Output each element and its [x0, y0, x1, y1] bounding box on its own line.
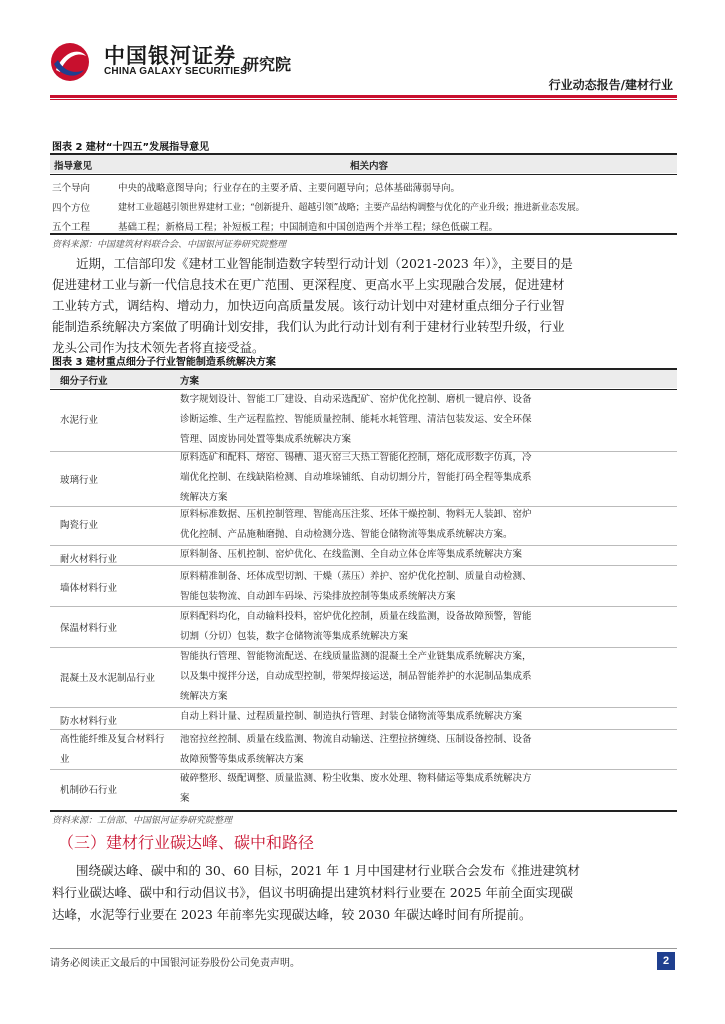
- table-row-key-line: 业: [60, 754, 70, 765]
- table-row-key: 混凝土及水泥制品行业: [60, 673, 156, 684]
- brand-name-en: CHINA GALAXY SECURITIES: [104, 66, 247, 77]
- table-row-line: 智能包装物流、自动卸车码垛、污染排放控制等集成系统解决方案: [180, 591, 456, 602]
- disclaimer: 请务必阅读正文最后的中国银河证券股份公司免责声明。: [50, 958, 300, 969]
- table-row-key: 玻璃行业: [60, 475, 99, 486]
- table2-header-value: 方案: [180, 376, 200, 387]
- paragraph-line: 能制造系统解决方案做了明确计划安排，我们认为此行动计划有利于建材行业转型升级，行业: [52, 319, 565, 334]
- table1-caption: 图表 2 建材“十四五”发展指导意见: [52, 142, 210, 153]
- table-row-key: 耐火材料行业: [60, 554, 118, 565]
- table-row-line: 端优化控制、在线缺陷检测、自动堆垛铺纸、自动切割分片，智能打码全程等集成系: [180, 472, 532, 483]
- institute-label: 研究院: [243, 55, 292, 74]
- table-row-value: 中央的战略意图导向；行业存在的主要矛盾、主要问题导向；总体基础薄弱导向。: [118, 183, 461, 194]
- table1-header-row: [50, 155, 677, 173]
- table2-source: 资料来源：工信部、中国银河证券研究院整理: [52, 816, 233, 826]
- table-row-value: [180, 730, 532, 770]
- table-row-line: 统解决方案: [180, 492, 228, 503]
- table2-bottom-rule: [50, 810, 677, 812]
- table-row-key: 水泥行业: [60, 415, 99, 426]
- paragraph-line: 达峰，水泥等行业要在 2023 年前率先实现碳达峰，较 2030 年碳达峰时间有所提前。: [52, 907, 532, 922]
- table-row-line: 案: [180, 793, 190, 804]
- table-row-line: 优化控制、产品施釉磨抛、自动检测分选、智能仓储物流等集成系统解决方案。: [180, 529, 513, 540]
- table-row-value: 基础工程；新格局工程；补短板工程；中国制造和中国创造两个并举工程；绿色低碳工程。: [118, 222, 499, 233]
- table-row-key-line: 高性能纤维及复合材料行: [60, 734, 165, 745]
- table-row-value: [180, 390, 532, 450]
- table-row-key: 机制砂石行业: [60, 785, 118, 796]
- table1-source: 资料来源：中国建筑材料联合会、中国银河证券研究院整理: [52, 240, 287, 250]
- brand-name-cn: 中国银河证券: [104, 44, 236, 68]
- table1-header-key: 指导意见: [54, 161, 93, 172]
- table-row-key: [60, 730, 165, 770]
- table-row-key: 陶瓷行业: [60, 520, 99, 531]
- table-row-line: 原料标准数据、压机控制管理、智能高压注浆、坯体干燥控制、物料无人装卸、窑炉: [180, 509, 532, 520]
- table-row-line: 故障预警等集成系统解决方案: [180, 754, 304, 765]
- table-row-line: 管理、固废协同处置等集成系统解决方案: [180, 434, 352, 445]
- table-row-line: 原料制备、压机控制、窑炉优化、在线监测、全自动立体仓库等集成系统解决方案: [180, 549, 523, 560]
- table-row-key: 防水材料行业: [60, 716, 118, 727]
- paragraph-line: 促进建材工业与新一代信息技术在更广范围、更深程度、更高水平上实现融合发展，促进建材: [52, 277, 565, 292]
- paragraph-line: 工业转方式，调结构、增动力，加快迈向高质量发展。该行动计划中对建材重点细分子行业智: [52, 298, 565, 313]
- body-paragraph-1: [52, 253, 677, 358]
- table-row-line: 以及集中搅拌分送，自动成型控制，带架焊接运送，制品智能养护的水泥制品集成系: [180, 671, 532, 682]
- table-row-line: 智能执行管理、智能物流配送、在线质量监测的混凝土全产业链集成系统解决方案，: [180, 651, 532, 662]
- table2-header-row: [50, 370, 677, 388]
- footer-rule: [50, 948, 677, 949]
- page-number: 2: [657, 952, 675, 970]
- paragraph-line: 料行业碳达峰、碳中和行动倡议书》，倡议书明确提出建筑材料行业要在 2025 年前全面实现碳: [52, 885, 574, 900]
- table-row-line: 诊断运维、生产远程监控、智能质量控制、能耗水耗管理、清洁包装发运、安全环保: [180, 414, 532, 425]
- table2-caption: 图表 3 建材重点细分子行业智能制造系统解决方案: [52, 357, 276, 368]
- table-row-value: [180, 567, 532, 607]
- table-row-line: 池窑拉丝控制、质量在线监测、物流自动输送、注塑拉挤缠绕、压制设备控制、设备: [180, 734, 532, 745]
- table-row-line: 原料配料均化，自动输料投料，窑炉优化控制，质量在线监测，设备故障预警，智能: [180, 611, 532, 622]
- report-type: 行业动态报告/建材行业: [548, 78, 673, 92]
- table-row-line: 自动上料计量、过程质量控制、制造执行管理、封装仓储物流等集成系统解决方案: [180, 711, 523, 722]
- row-divider: [50, 565, 677, 566]
- paragraph-line: 龙头公司作为技术领先者将直接受益。: [52, 340, 265, 355]
- table-row-value: 建材工业超越引领世界建材工业；“创新提升、超越引领”战略；主要产品结构调整与优化的产业升级；推进新业态发展。: [118, 203, 585, 213]
- table-row-value: [180, 545, 522, 565]
- table-row-line: 数字规划设计、智能工厂建设、自动采选配矿、窑炉优化控制、磨机一键启停、设备: [180, 394, 532, 405]
- table-row-key: 三个导向: [52, 183, 91, 194]
- body-paragraph-2: [52, 860, 677, 926]
- table-row-value: [180, 769, 532, 809]
- table-row-line: 破碎整形、级配调整、质量监测、粉尘收集、废水处理、物料储运等集成系统解决方: [180, 773, 532, 784]
- table-row-line: 原料精准制备、坯体成型切割、干燥（蒸压）养护、窑炉优化控制、质量自动检测、: [180, 571, 532, 582]
- table1-bottom-rule: [50, 233, 677, 235]
- table-row-value: [180, 505, 532, 545]
- table-row-line: 统解决方案: [180, 691, 228, 702]
- paragraph-line: 近期，工信部印发《建材工业智能制造数字转型行动计划（2021-2023 年）》，主要目的是: [76, 256, 573, 271]
- header-rule: [50, 95, 677, 98]
- table-row-line: 切割（分切）包装，数字仓储物流等集成系统解决方案: [180, 631, 409, 642]
- table1-header-value: 相关内容: [350, 161, 389, 172]
- table-row-line: 原料选矿和配料、熔窑、锡槽、退火窑三大热工智能化控制，熔化成形数字仿真，冷: [180, 452, 532, 463]
- table-row-value: [180, 707, 522, 727]
- header-rule-thin: [50, 99, 677, 100]
- table-row-key: 四个方位: [52, 203, 91, 214]
- table2-header-key: 细分子行业: [60, 376, 108, 387]
- paragraph-line: 围绕碳达峰、碳中和的 30、60 目标，2021 年 1 月中国建材行业联合会发布《推进建筑材: [76, 863, 580, 878]
- table-row-key: 五个工程: [52, 222, 91, 233]
- table-row-value: [180, 607, 532, 647]
- table-row-key: 墙体材料行业: [60, 583, 118, 594]
- galaxy-swirl-logo-icon: [50, 40, 90, 84]
- table-row-value: [180, 647, 532, 707]
- section-heading: （三）建材行业碳达峰、碳中和路径: [58, 833, 315, 852]
- table-row-key: 保温材料行业: [60, 623, 118, 634]
- table1-header-rule: [50, 174, 677, 175]
- table-row-value: [180, 448, 532, 508]
